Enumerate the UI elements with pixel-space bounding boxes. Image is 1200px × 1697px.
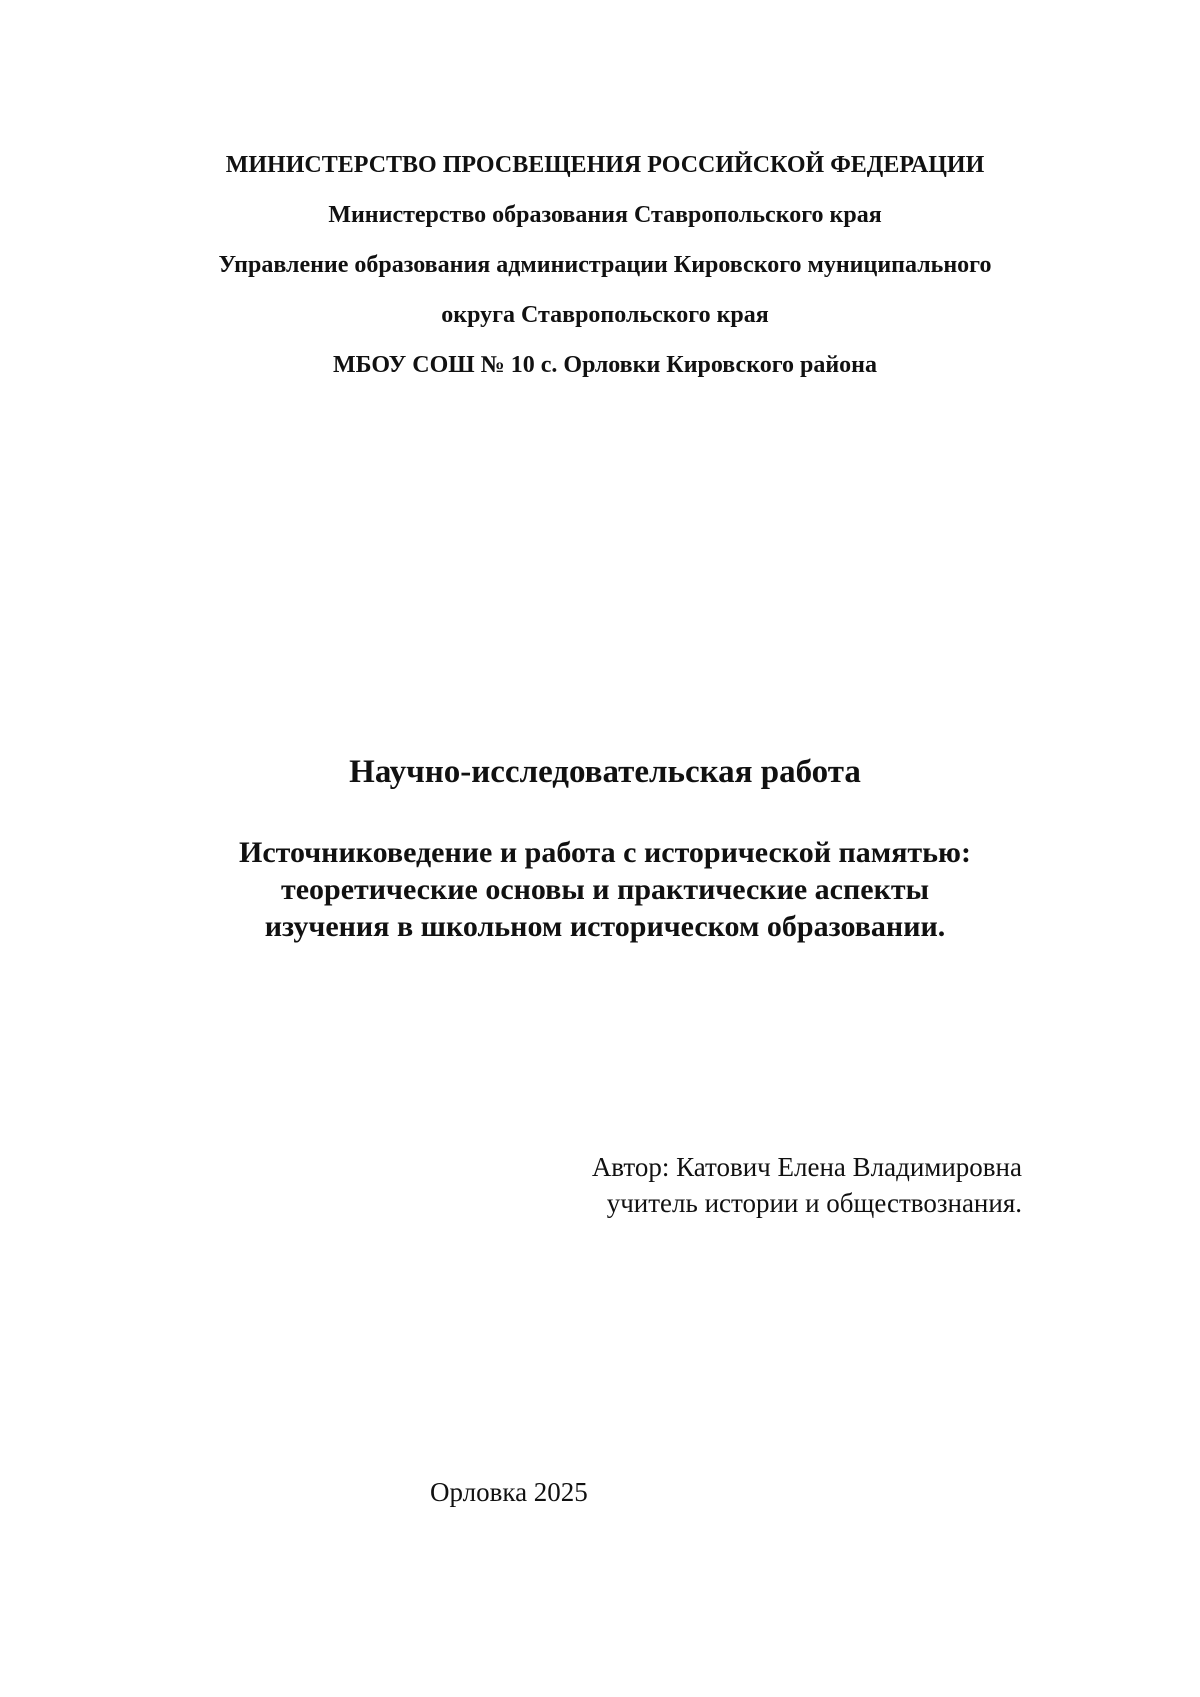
education-department-cont: округа Ставропольского края [441, 302, 769, 328]
title-line-1: Источниковедение и работа с исторической памятью: [239, 836, 971, 869]
ministry-federal: МИНИСТЕРСТВО ПРОСВЕЩЕНИЯ РОССИЙСКОЙ ФЕДЕРАЦИИ [225, 152, 985, 178]
place-year: Орловка 2025 [430, 1477, 588, 1507]
institution-header [0, 140, 1200, 390]
school-name: МБОУ СОШ № 10 с. Орловки Кировского района [332, 352, 878, 378]
document-type: Научно-исследовательская работа [349, 754, 861, 790]
ministry-regional: Министерство образования Ставропольского края [328, 202, 882, 228]
author-name: Автор: Катович Елена Владимировна [591, 1152, 1022, 1182]
title-line-2: теоретические основы и практические аспекты [280, 873, 930, 906]
education-department: Управление образования администрации Кировского муниципального [218, 252, 992, 278]
document-title [0, 834, 1200, 945]
title-line-3: изучения в школьном историческом образовании. [264, 910, 946, 943]
author-block [592, 1149, 1022, 1221]
author-position: учитель истории и обществознания. [606, 1188, 1022, 1218]
